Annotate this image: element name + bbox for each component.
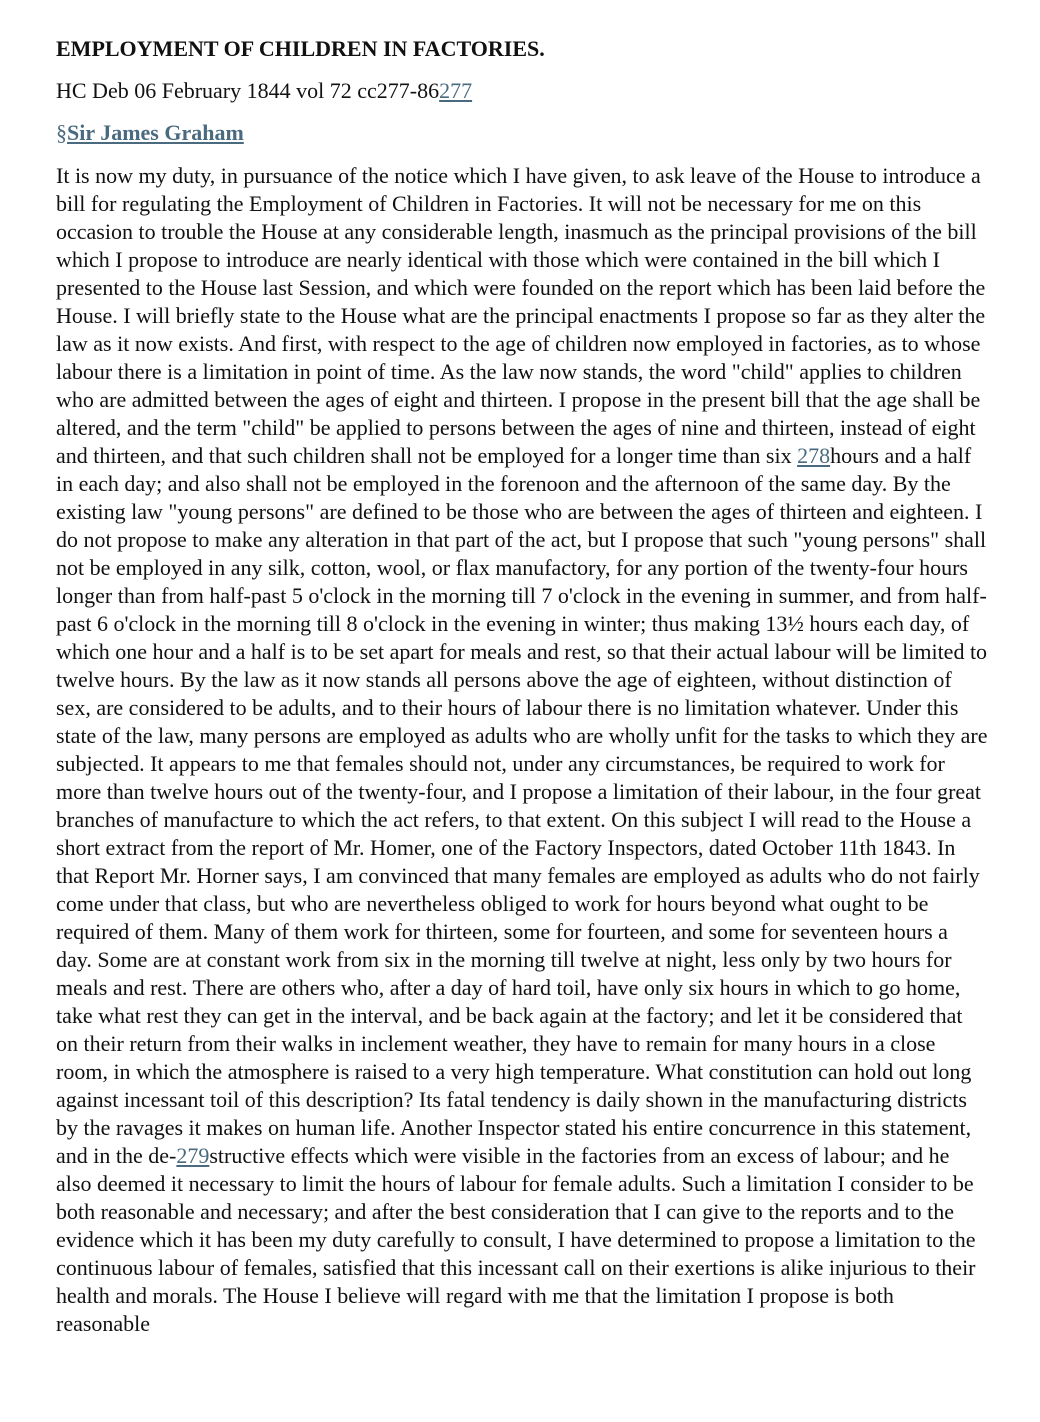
reference-text: HC Deb 06 February 1844 vol 72 cc277-86 bbox=[56, 78, 440, 103]
debate-reference bbox=[56, 78, 988, 104]
speech-part-1: It is now my duty, in pursuance of the notice which I have given, to ask leave of the House to introduce a bill for regulating the Employment of Children in Factories. It will not be necessary for me on this occasion to trouble the House at any considerable length, inasmuch as the principal provisions of the bill which I propose to introduce are nearly identical with those which were contained in the bill which I presented to the House last Session, and which were founded on the report which has been laid before the House. I will briefly state to the House what are the principal enactments I propose so far as they alter the law as it now exists. And first, with respect to the age of children now employed in factories, as to whose labour there is a limitation in point of time. As the law now stands, the word "child" applies to children who are admitted between the ages of eight and thirteen. I propose in the present bill that the age shall be altered, and the term "child" be applied to persons between the ages of nine and thirteen, instead of eight and thirteen, and that such children shall not be employed for a longer time than six bbox=[56, 163, 986, 468]
speech-text bbox=[56, 162, 988, 1338]
speaker-name-link[interactable]: Sir James Graham bbox=[67, 120, 244, 145]
speech-part-3: structive effects which were visible in the factories from an excess of labour; and he also deemed it necessary to limit the hours of labour for female adults. Such a limitation I consider to be both reasonable and necessary; and after the best consideration that I can give to the reports and to the evidence which it has been my duty carefully to consult, I have determined to propose a limitation to the continuous labour of females, satisfied that this incessant call on their exertions is alike injurious to their health and morals. The House I believe will regard with me that the limitation I propose is both reasonable bbox=[56, 1143, 976, 1336]
column-link-278[interactable]: 278 bbox=[797, 443, 831, 468]
speaker-heading bbox=[56, 120, 988, 146]
column-link-277[interactable]: 277 bbox=[439, 78, 473, 103]
column-link-279[interactable]: 279 bbox=[176, 1143, 210, 1168]
speech-part-2: hours and a half in each day; and also shall not be employed in the forenoon and the afternoon of the same day. By the existing law "young persons" are defined to be those who are between the ages of thirteen and eighteen. I do not propose to make any alteration in that part of the act, but I propose that such "young persons" shall not be employed in any silk, cotton, wool, or flax manufactory, for any portion of the twenty-four hours longer than from half-past 5 o'clock in the morning till 7 o'clock in the evening in summer, and from half-past 6 o'clock in the morning till 8 o'clock in the evening in winter; thus making 13½ hours each day, of which one hour and a half is to be set apart for meals and rest, so that their actual labour will be limited to twelve hours. By the law as it now stands all persons above the age of eighteen, without distinction of sex, are considered to be adults, and to their hours of labour there is no limitation whatever. Under this state of the law, many persons are employed as adults who are wholly unfit for the tasks to which they are subjected. It appears to me that females should not, under any circumstances, be required to work for more than twelve hours out of the twenty-four, and I propose a limitation of their labour, in the four great branches of manufacture to which the act refers, to that extent. On this subject I will read to the House a short extract from the report of Mr. Homer, one of the Factory Inspectors, dated October 11th 1843. In that Report Mr. Horner says, I am convinced that many females are employed as adults who do not fairly come under that class, but who are nevertheless obliged to work for hours beyond what ought to be required of them. Many of them work for thirteen, some for fourteen, and some for seventeen hours a day. Some are at constant work from six in the morning till twelve at night, less only by two hours for meals and rest. There are others who, after a day of hard toil, have only six hours in which to go home, take what rest they can get in the interval, and be back again at the factory; and let it be considered that on their return from their walks in inclement weather, they have to remain for many hours in a close room, in which the atmosphere is raised to a very high temperature. What constitution can hold out long against incessant toil of this description? Its fatal tendency is daily shown in the manufacturing districts by the ravages it makes on human life. Another Inspector stated his entire concurrence in this statement, and in the de- bbox=[56, 443, 988, 1168]
page-title: EMPLOYMENT OF CHILDREN IN FACTORIES. bbox=[56, 36, 545, 61]
section-mark: § bbox=[56, 120, 67, 145]
